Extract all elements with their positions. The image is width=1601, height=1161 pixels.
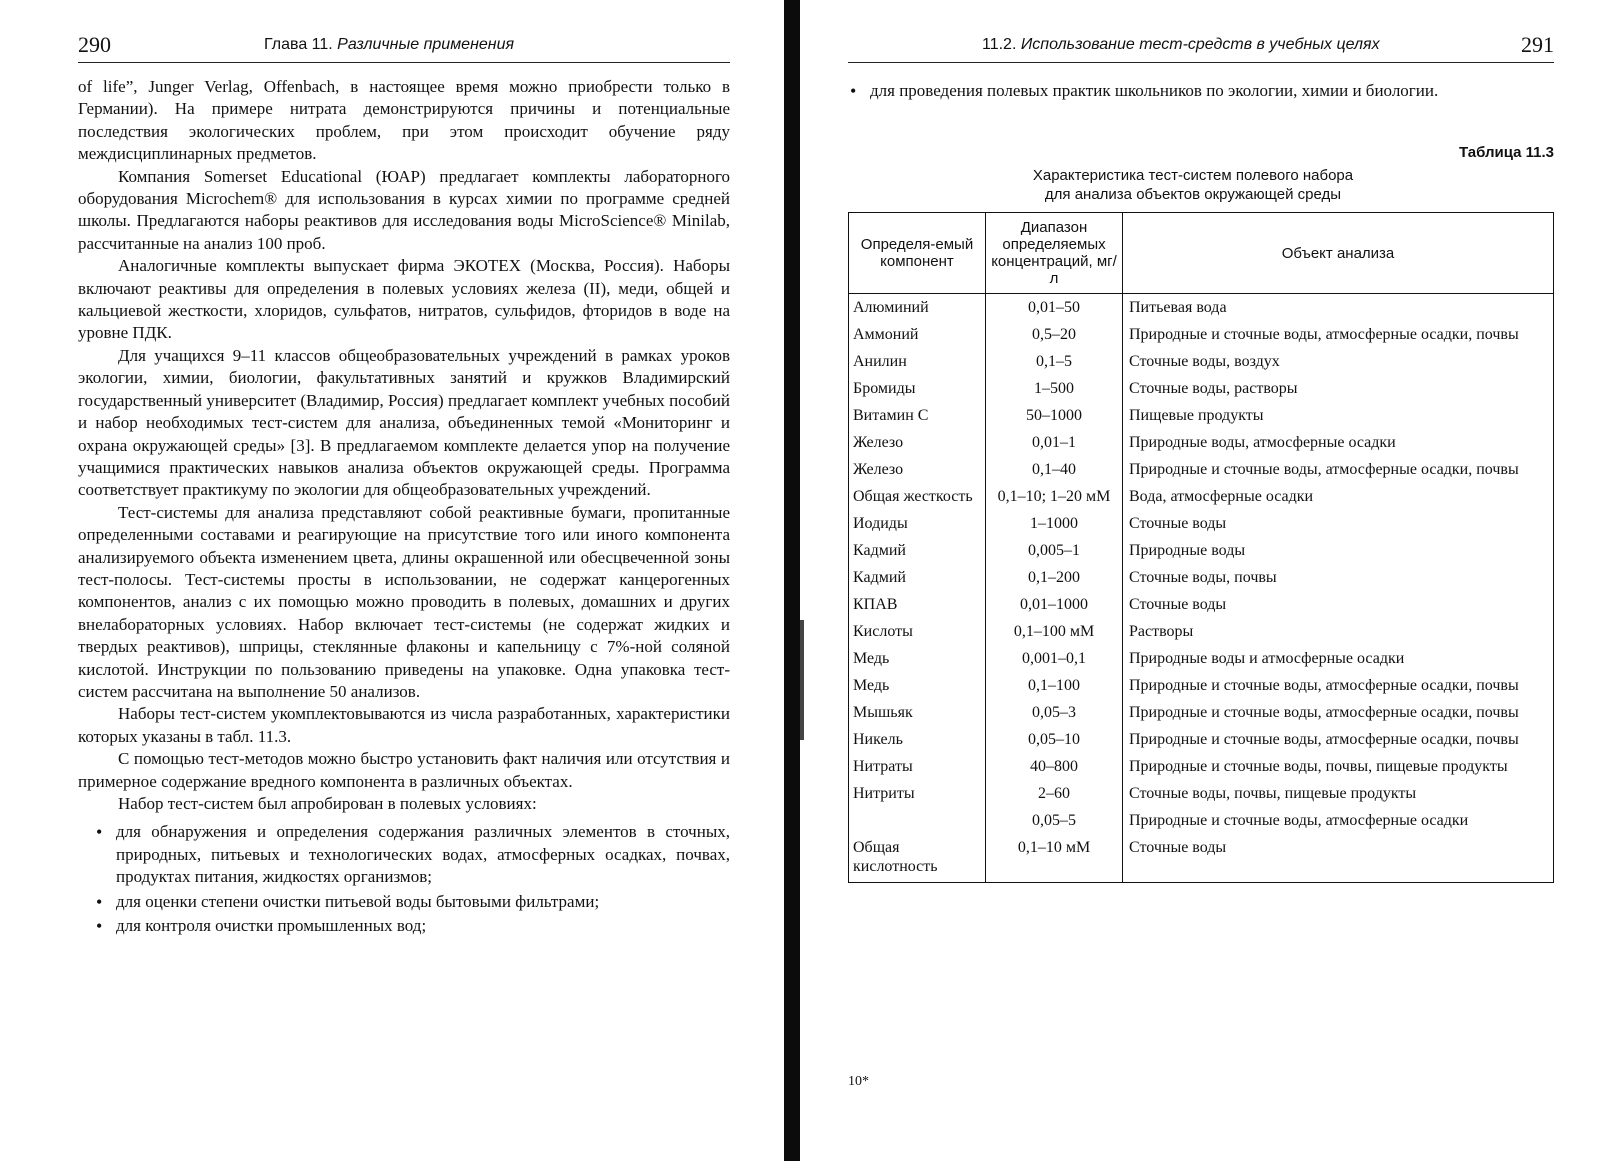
- paragraph: Аналогичные комплекты выпускает фирма ЭКОТЕХ (Москва, Россия). Наборы включают реактивы для определения в полевых условиях железа (II), меди, общей и кальциевой жесткости, хлоридов, сульфатов, нитратов, сульфидов, фторидов в воде на уровне ПДК.: [78, 256, 730, 343]
- table-cell: [849, 809, 986, 836]
- spine-shadow: [784, 0, 800, 1161]
- table-row: [849, 566, 1554, 593]
- table-row: [849, 377, 1554, 404]
- table-row: [849, 647, 1554, 674]
- paragraph: Тест-системы для анализа представляют собой реактивные бумаги, пропитанные определенными составами и реагирующие на присутствие того или иного компонента анализируемого объекта изменением цвета, длины окрашенной или обесцвеченной зоны тест-полосы. Тест-системы просты в использовании, не содержат канцерогенных компонентов, анализ с их помощью можно проводить в полевых, домашних и других внелабораторных условиях. Набор включает тест-системы (не содержат жидких и твердых реактивов), шприцы, стеклянные флаконы и капельницу с 7%-ной соляной кислотой. Инструкции по пользованию приведены на упаковке. Одна упаковка тест-систем рассчитана на выполнение 50 анализов.: [78, 502, 730, 701]
- table-cell: 2–60: [986, 782, 1123, 809]
- table-cell: 50–1000: [986, 404, 1123, 431]
- table-cell: Сточные воды: [1123, 593, 1554, 620]
- table-row: [849, 539, 1554, 566]
- table-cell: Анилин: [849, 350, 986, 377]
- table-cell: 0,5–20: [986, 323, 1123, 350]
- table-cell: 0,001–0,1: [986, 647, 1123, 674]
- table-row: [849, 728, 1554, 755]
- table-row: [849, 458, 1554, 485]
- column-header: Объект анализа: [1123, 213, 1554, 294]
- section-number: 11.2.: [982, 36, 1017, 53]
- left-page: [0, 0, 780, 1161]
- paragraph: С помощью тест-методов можно быстро установить факт наличия или отсутствия и примерное содержание вредного компонента в различных объектах.: [78, 749, 730, 791]
- table-cell: 0,01–1: [986, 431, 1123, 458]
- table-row: [849, 323, 1554, 350]
- table-cell: Кадмий: [849, 566, 986, 593]
- table-cell: 0,05–3: [986, 701, 1123, 728]
- right-body-text: [848, 80, 1554, 104]
- table-row: [849, 512, 1554, 539]
- table-cell: Нитриты: [849, 782, 986, 809]
- table-row: [849, 755, 1554, 782]
- table-cell: Сточные воды, растворы: [1123, 377, 1554, 404]
- table-cell: Природные и сточные воды, атмосферные осадки, почвы: [1123, 701, 1554, 728]
- table-cell: Сточные воды, почвы: [1123, 566, 1554, 593]
- table-row: [849, 836, 1554, 883]
- table-cell: Общая жесткость: [849, 485, 986, 512]
- table-row: [849, 404, 1554, 431]
- book-spine: [780, 0, 820, 1161]
- paragraph: Набор тест-систем был апробирован в полевых условиях:: [118, 794, 537, 813]
- bullet-item: • для проведения полевых практик школьников по экологии, химии и биологии.: [848, 80, 1554, 102]
- table-row: [849, 782, 1554, 809]
- bullet-item: • для оценки степени очистки питьевой воды бытовыми фильтрами;: [78, 891, 730, 913]
- running-head-left: [78, 32, 730, 63]
- table-row: [849, 593, 1554, 620]
- table-cell: Сточные воды, почвы, пищевые продукты: [1123, 782, 1554, 809]
- spine-nick: [800, 620, 804, 740]
- table-row: [849, 485, 1554, 512]
- table-cell: 0,1–100: [986, 674, 1123, 701]
- signature-mark: 10*: [848, 1074, 869, 1089]
- table-cell: Природные и сточные воды, атмосферные осадки, почвы: [1123, 728, 1554, 755]
- table-cell: Сточные воды: [1123, 836, 1554, 883]
- table-cell: Вода, атмосферные осадки: [1123, 485, 1554, 512]
- table-label: Таблица 11.3: [1458, 144, 1554, 161]
- paragraph: Компания Somerset Educational (ЮАР) предлагает комплекты лабораторного оборудования Microchem® для использования в курсах химии по программе средней школы. Предлагаются наборы реактивов для исследования воды MicroScience® Minilab, рассчитанные на анализ 100 проб.: [78, 166, 730, 253]
- running-head-right: [848, 32, 1554, 63]
- chapter-label: Глава 11.: [264, 36, 333, 53]
- page-number-left: 290: [78, 32, 111, 57]
- data-table: [848, 212, 1554, 883]
- table-cell: Медь: [849, 647, 986, 674]
- table-cell: Пищевые продукты: [1123, 404, 1554, 431]
- table-cell: 0,1–5: [986, 350, 1123, 377]
- table-row: [849, 431, 1554, 458]
- table-cell: Природные воды, атмосферные осадки: [1123, 431, 1554, 458]
- table-cell: Витамин С: [849, 404, 986, 431]
- table-cell: Аммоний: [849, 323, 986, 350]
- table-cell: 0,01–1000: [986, 593, 1123, 620]
- table-cell: Сточные воды, воздух: [1123, 350, 1554, 377]
- bullet-list: [848, 80, 1554, 102]
- table-cell: Природные воды и атмосферные осадки: [1123, 647, 1554, 674]
- table-cell: Никель: [849, 728, 986, 755]
- table-caption: [848, 166, 1538, 204]
- table-cell: 0,01–50: [986, 294, 1123, 324]
- table-header-row: [849, 213, 1554, 294]
- table-row: [849, 294, 1554, 324]
- caption-line: для анализа объектов окружающей среды: [1044, 186, 1342, 203]
- table-cell: 0,1–200: [986, 566, 1123, 593]
- table-body: [849, 294, 1554, 883]
- table-cell: Бромиды: [849, 377, 986, 404]
- table-row: [849, 350, 1554, 377]
- table-cell: 0,05–10: [986, 728, 1123, 755]
- table-cell: Мышьяк: [849, 701, 986, 728]
- table-cell: Природные и сточные воды, атмосферные осадки: [1123, 809, 1554, 836]
- table-row: [849, 674, 1554, 701]
- table-cell: 0,1–100 мМ: [986, 620, 1123, 647]
- table-cell: Нитраты: [849, 755, 986, 782]
- table-cell: Медь: [849, 674, 986, 701]
- page-number-right: 291: [1521, 32, 1554, 57]
- table-row: [849, 809, 1554, 836]
- table-cell: 1–1000: [986, 512, 1123, 539]
- table-cell: Железо: [849, 431, 986, 458]
- table-cell: Природные воды: [1123, 539, 1554, 566]
- bullet-item: • для контроля очистки промышленных вод;: [78, 915, 730, 937]
- section-title: Использование тест-средств в учебных целях: [1020, 36, 1380, 53]
- paragraph: of life”, Junger Verlag, Offenbach, в настоящее время можно приобрести только в Германии). На примере нитрата демонстрируются причины и потенциальные последствия экологических проблем, при этом происходит обучение ряду междисциплинарных предметов.: [78, 77, 730, 164]
- paragraph: Для учащихся 9–11 классов общеобразовательных учреждений в рамках уроков экологии, химии, биологии, факультативных занятий и кружков Владимирский государственный университет (Владимир, Россия) предлагает комплект учебных пособий и набор необходимых тест-систем для анализа, объединенных темой «Мониторинг и охрана окружающей среды» [3]. В предлагаемом комплекте делается упор на получение учащимися практических навыков анализа объектов окружающей среды. Программа соответствует практикуму по экологии для общеобразовательных учреждений.: [78, 345, 730, 500]
- column-header: Определя-емый компонент: [849, 213, 986, 294]
- chapter-title: Различные применения: [337, 36, 515, 53]
- table-cell: Кадмий: [849, 539, 986, 566]
- table-cell: 0,1–10 мМ: [986, 836, 1123, 883]
- paragraph: Наборы тест-систем укомплектовываются из числа разработанных, характеристики которых указаны в табл. 11.3.: [78, 704, 730, 746]
- table-cell: Растворы: [1123, 620, 1554, 647]
- section-heading: [982, 36, 1380, 54]
- left-body-text: [78, 76, 730, 939]
- table-cell: 1–500: [986, 377, 1123, 404]
- table-row: [849, 620, 1554, 647]
- table-cell: КПАВ: [849, 593, 986, 620]
- table-cell: Кислоты: [849, 620, 986, 647]
- table-cell: 0,005–1: [986, 539, 1123, 566]
- chapter-heading: [264, 36, 514, 54]
- table-cell: 0,1–40: [986, 458, 1123, 485]
- table-cell: 0,05–5: [986, 809, 1123, 836]
- table-cell: Природные и сточные воды, атмосферные осадки, почвы: [1123, 323, 1554, 350]
- table-cell: Природные и сточные воды, атмосферные осадки, почвы: [1123, 458, 1554, 485]
- bullet-item: • для обнаружения и определения содержания различных элементов в сточных, природных, питьевых и технологических водах, атмосферных осадках, почвах, продуктах питания, жидкостях организмов;: [78, 821, 730, 888]
- table-cell: Природные и сточные воды, почвы, пищевые продукты: [1123, 755, 1554, 782]
- table-cell: 0,1–10; 1–20 мМ: [986, 485, 1123, 512]
- right-page: [820, 0, 1601, 1161]
- caption-line: Характеристика тест-систем полевого набора: [1032, 167, 1354, 184]
- table-cell: Железо: [849, 458, 986, 485]
- table-cell: 40–800: [986, 755, 1123, 782]
- table-cell: Питьевая вода: [1123, 294, 1554, 324]
- table-cell: Сточные воды: [1123, 512, 1554, 539]
- bullet-list: [78, 821, 730, 937]
- column-header: Диапазон определяемых концентраций, мг/л: [986, 213, 1123, 294]
- table-cell: Иодиды: [849, 512, 986, 539]
- table-cell: Алюминий: [849, 294, 986, 324]
- table-cell: Общая кислотность: [849, 836, 986, 883]
- table-cell: Природные и сточные воды, атмосферные осадки, почвы: [1123, 674, 1554, 701]
- table-row: [849, 701, 1554, 728]
